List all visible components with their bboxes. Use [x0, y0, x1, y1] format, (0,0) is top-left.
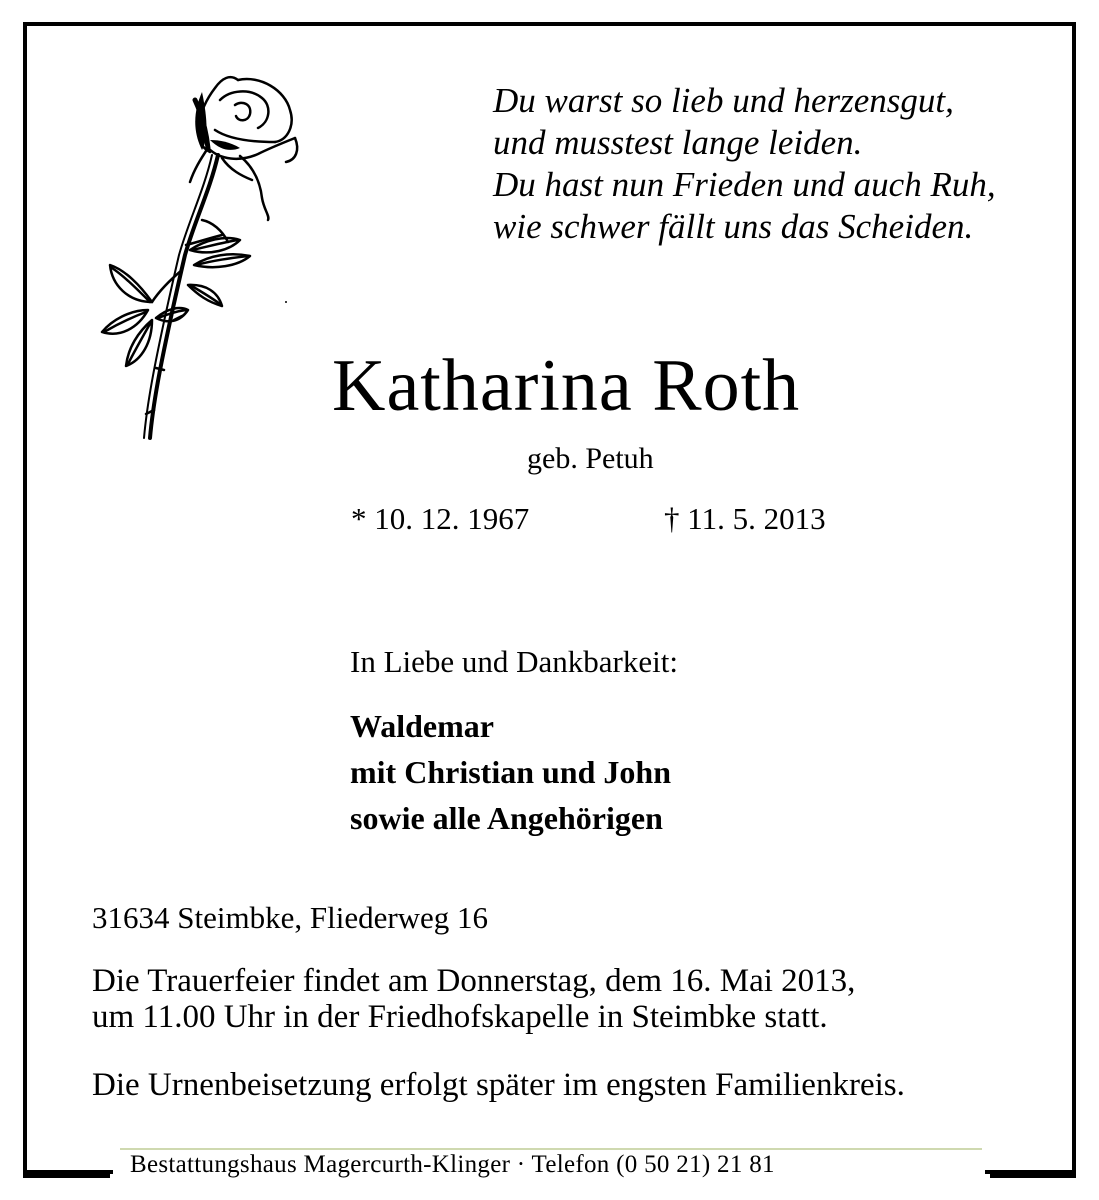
deceased-name: Katharina Roth	[332, 345, 801, 427]
footer-rule-right	[985, 1170, 1076, 1174]
urn-burial-info: Die Urnenbeisetzung erfolgt später im engsten Familienkreis.	[92, 1067, 905, 1103]
mourners-list	[350, 703, 671, 841]
maiden-name: geb. Petuh	[527, 442, 654, 475]
poem	[493, 80, 1053, 248]
family-address: 31634 Steimbke, Fliederweg 16	[92, 900, 489, 935]
funeral-service-info	[92, 963, 855, 1035]
poem-line: wie schwer fällt uns das Scheiden.	[493, 207, 974, 246]
mourner-line: sowie alle Angehörigen	[350, 800, 663, 836]
birth-date: * 10. 12. 1967	[351, 501, 530, 536]
funeral-home-footer: Bestattungshaus Magercurth-Klinger · Telefon (0 50 21) 21 81	[120, 1148, 982, 1182]
service-line: Die Trauerfeier findet am Donnerstag, dem 16. Mai 2013,	[92, 963, 856, 999]
footer-rule-left	[25, 1170, 113, 1174]
rose-icon	[90, 70, 315, 445]
poem-line: Du hast nun Frieden und auch Ruh,	[493, 165, 996, 204]
mourner-line: mit Christian und John	[350, 754, 671, 790]
poem-line: und musstest lange leiden.	[493, 123, 863, 162]
mourners-intro: In Liebe und Dankbarkeit:	[350, 644, 678, 679]
mourner-line: Waldemar	[350, 708, 494, 744]
service-line: um 11.00 Uhr in der Friedhofskapelle in Steimbke statt.	[92, 999, 828, 1035]
poem-line: Du warst so lieb und herzensgut,	[493, 81, 954, 120]
death-date: † 11. 5. 2013	[664, 501, 826, 536]
